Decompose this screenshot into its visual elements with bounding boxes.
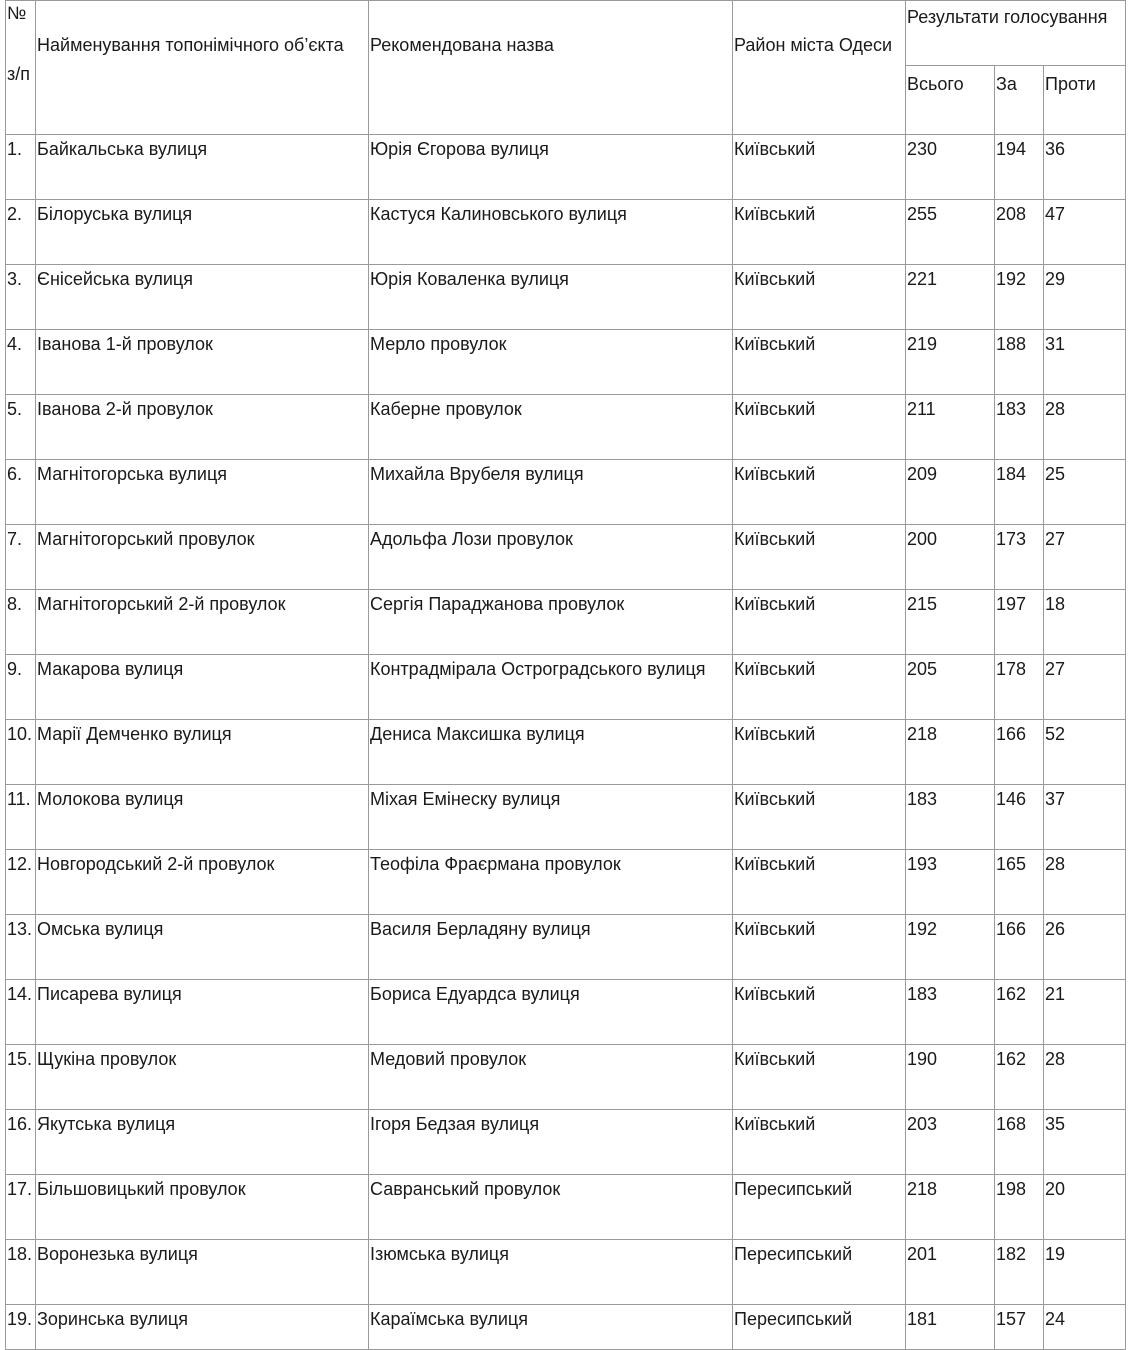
- col-header-for: За: [995, 66, 1044, 135]
- district-cell: Пересипський: [733, 1240, 906, 1305]
- votes-total-cell: 219: [906, 330, 995, 395]
- table-row: [6, 200, 1126, 265]
- recommended-name-cell: Адольфа Лози провулок: [369, 525, 733, 590]
- votes-for-cell: 173: [995, 525, 1044, 590]
- recommended-name-cell: Ігоря Бедзая вулиця: [369, 1110, 733, 1175]
- votes-against-cell: 29: [1044, 265, 1126, 330]
- district-cell: Київський: [733, 590, 906, 655]
- row-number-cell: 16.: [6, 1110, 36, 1175]
- old-name-cell: Магнітогорський 2-й провулок: [36, 590, 369, 655]
- row-number-cell: 10.: [6, 720, 36, 785]
- votes-against-cell: 21: [1044, 980, 1126, 1045]
- district-cell: Київський: [733, 265, 906, 330]
- col-header-number-line1: №: [7, 3, 27, 23]
- recommended-name-cell: Контрадмірала Остроградського вулиця: [369, 655, 733, 720]
- votes-against-cell: 28: [1044, 850, 1126, 915]
- votes-against-cell: 26: [1044, 915, 1126, 980]
- recommended-name-cell: Сергія Параджанова провулок: [369, 590, 733, 655]
- recommended-name-cell: Савранський провулок: [369, 1175, 733, 1240]
- table-row: [6, 785, 1126, 850]
- votes-for-cell: 192: [995, 265, 1044, 330]
- votes-against-cell: 25: [1044, 460, 1126, 525]
- table-row: [6, 1240, 1126, 1305]
- votes-against-cell: 37: [1044, 785, 1126, 850]
- table-row: [6, 720, 1126, 785]
- old-name-cell: Байкальська вулиця: [36, 135, 369, 200]
- row-number-cell: 12.: [6, 850, 36, 915]
- district-cell: Київський: [733, 915, 906, 980]
- district-cell: Пересипський: [733, 1175, 906, 1240]
- row-number-cell: 9.: [6, 655, 36, 720]
- votes-total-cell: 181: [906, 1305, 995, 1350]
- votes-total-cell: 201: [906, 1240, 995, 1305]
- votes-total-cell: 221: [906, 265, 995, 330]
- recommended-name-cell: Юрія Коваленка вулиця: [369, 265, 733, 330]
- old-name-cell: Магнітогорський провулок: [36, 525, 369, 590]
- old-name-cell: Якутська вулиця: [36, 1110, 369, 1175]
- votes-total-cell: 211: [906, 395, 995, 460]
- votes-for-cell: 183: [995, 395, 1044, 460]
- table-row: [6, 265, 1126, 330]
- votes-for-cell: 208: [995, 200, 1044, 265]
- votes-for-cell: 182: [995, 1240, 1044, 1305]
- old-name-cell: Зоринська вулиця: [36, 1305, 369, 1350]
- votes-for-cell: 168: [995, 1110, 1044, 1175]
- district-cell: Київський: [733, 980, 906, 1045]
- votes-against-cell: 28: [1044, 1045, 1126, 1110]
- votes-against-cell: 28: [1044, 395, 1126, 460]
- recommended-name-cell: Бориса Едуардса вулиця: [369, 980, 733, 1045]
- votes-total-cell: 218: [906, 1175, 995, 1240]
- old-name-cell: Макарова вулиця: [36, 655, 369, 720]
- table-row: [6, 525, 1126, 590]
- votes-against-cell: 27: [1044, 525, 1126, 590]
- votes-against-cell: 35: [1044, 1110, 1126, 1175]
- district-cell: Київський: [733, 720, 906, 785]
- district-cell: Київський: [733, 135, 906, 200]
- recommended-name-cell: Дениса Максишка вулиця: [369, 720, 733, 785]
- district-cell: Київський: [733, 655, 906, 720]
- col-header-recommended: Рекомендована назва: [369, 1, 733, 135]
- votes-total-cell: 183: [906, 980, 995, 1045]
- table-row: [6, 655, 1126, 720]
- votes-against-cell: 20: [1044, 1175, 1126, 1240]
- votes-total-cell: 193: [906, 850, 995, 915]
- district-cell: Київський: [733, 1110, 906, 1175]
- votes-for-cell: 194: [995, 135, 1044, 200]
- district-cell: Київський: [733, 1045, 906, 1110]
- votes-total-cell: 203: [906, 1110, 995, 1175]
- votes-for-cell: 197: [995, 590, 1044, 655]
- old-name-cell: Воронезька вулиця: [36, 1240, 369, 1305]
- recommended-name-cell: Ізюмська вулиця: [369, 1240, 733, 1305]
- table-row: [6, 590, 1126, 655]
- col-header-district: Район міста Одеси: [733, 1, 906, 135]
- row-number-cell: 4.: [6, 330, 36, 395]
- recommended-name-cell: Каберне провулок: [369, 395, 733, 460]
- recommended-name-cell: Мерло провулок: [369, 330, 733, 395]
- votes-against-cell: 36: [1044, 135, 1126, 200]
- old-name-cell: Іванова 1-й провулок: [36, 330, 369, 395]
- votes-total-cell: 190: [906, 1045, 995, 1110]
- votes-total-cell: 230: [906, 135, 995, 200]
- votes-total-cell: 218: [906, 720, 995, 785]
- recommended-name-cell: Міхая Емінеску вулиця: [369, 785, 733, 850]
- recommended-name-cell: Василя Берладяну вулиця: [369, 915, 733, 980]
- col-header-results: Результати голосування: [906, 1, 1126, 66]
- table-row: [6, 915, 1126, 980]
- district-cell: Київський: [733, 460, 906, 525]
- recommended-name-cell: Юрія Єгорова вулиця: [369, 135, 733, 200]
- votes-against-cell: 52: [1044, 720, 1126, 785]
- row-number-cell: 6.: [6, 460, 36, 525]
- col-header-number: [6, 1, 36, 135]
- row-number-cell: 15.: [6, 1045, 36, 1110]
- votes-total-cell: 255: [906, 200, 995, 265]
- table-row: [6, 1305, 1126, 1350]
- col-header-number-line2: з/п: [7, 64, 31, 84]
- votes-for-cell: 188: [995, 330, 1044, 395]
- header-row: [6, 1, 1126, 66]
- votes-for-cell: 198: [995, 1175, 1044, 1240]
- table-row: [6, 395, 1126, 460]
- row-number-cell: 7.: [6, 525, 36, 590]
- votes-for-cell: 162: [995, 980, 1044, 1045]
- votes-for-cell: 165: [995, 850, 1044, 915]
- votes-for-cell: 178: [995, 655, 1044, 720]
- old-name-cell: Молокова вулиця: [36, 785, 369, 850]
- votes-for-cell: 166: [995, 720, 1044, 785]
- votes-for-cell: 166: [995, 915, 1044, 980]
- district-cell: Київський: [733, 330, 906, 395]
- old-name-cell: Щукіна провулок: [36, 1045, 369, 1110]
- row-number-cell: 14.: [6, 980, 36, 1045]
- col-header-against: Проти: [1044, 66, 1126, 135]
- table-row: [6, 980, 1126, 1045]
- table-row: [6, 1175, 1126, 1240]
- table-row: [6, 330, 1126, 395]
- votes-for-cell: 146: [995, 785, 1044, 850]
- col-header-name: Найменування топонімічного об’єкта: [36, 1, 369, 135]
- district-cell: Київський: [733, 850, 906, 915]
- recommended-name-cell: Кастуся Калиновського вулиця: [369, 200, 733, 265]
- votes-total-cell: 215: [906, 590, 995, 655]
- votes-total-cell: 209: [906, 460, 995, 525]
- table-row: [6, 1045, 1126, 1110]
- recommended-name-cell: Медовий провулок: [369, 1045, 733, 1110]
- votes-against-cell: 18: [1044, 590, 1126, 655]
- old-name-cell: Омська вулиця: [36, 915, 369, 980]
- old-name-cell: Магнітогорська вулиця: [36, 460, 369, 525]
- votes-against-cell: 19: [1044, 1240, 1126, 1305]
- recommended-name-cell: Караїмська вулиця: [369, 1305, 733, 1350]
- row-number-cell: 2.: [6, 200, 36, 265]
- district-cell: Пересипський: [733, 1305, 906, 1350]
- row-number-cell: 11.: [6, 785, 36, 850]
- votes-for-cell: 162: [995, 1045, 1044, 1110]
- row-number-cell: 5.: [6, 395, 36, 460]
- row-number-cell: 13.: [6, 915, 36, 980]
- table-row: [6, 850, 1126, 915]
- votes-total-cell: 183: [906, 785, 995, 850]
- district-cell: Київський: [733, 525, 906, 590]
- votes-total-cell: 192: [906, 915, 995, 980]
- votes-against-cell: 31: [1044, 330, 1126, 395]
- old-name-cell: Єнісейська вулиця: [36, 265, 369, 330]
- recommended-name-cell: Теофіла Фраєрмана провулок: [369, 850, 733, 915]
- votes-total-cell: 205: [906, 655, 995, 720]
- row-number-cell: 3.: [6, 265, 36, 330]
- district-cell: Київський: [733, 395, 906, 460]
- old-name-cell: Новгородський 2-й провулок: [36, 850, 369, 915]
- document: [5, 0, 1126, 1350]
- old-name-cell: Білоруська вулиця: [36, 200, 369, 265]
- votes-for-cell: 184: [995, 460, 1044, 525]
- row-number-cell: 1.: [6, 135, 36, 200]
- col-header-total: Всього: [906, 66, 995, 135]
- old-name-cell: Більшовицький провулок: [36, 1175, 369, 1240]
- table-row: [6, 1110, 1126, 1175]
- district-cell: Київський: [733, 200, 906, 265]
- table-body: [6, 135, 1126, 1350]
- votes-for-cell: 157: [995, 1305, 1044, 1350]
- votes-against-cell: 27: [1044, 655, 1126, 720]
- old-name-cell: Марії Демченко вулиця: [36, 720, 369, 785]
- row-number-cell: 17.: [6, 1175, 36, 1240]
- recommended-name-cell: Михайла Врубеля вулиця: [369, 460, 733, 525]
- district-cell: Київський: [733, 785, 906, 850]
- table-row: [6, 135, 1126, 200]
- row-number-cell: 19.: [6, 1305, 36, 1350]
- old-name-cell: Іванова 2-й провулок: [36, 395, 369, 460]
- votes-total-cell: 200: [906, 525, 995, 590]
- renaming-table: [5, 0, 1126, 1350]
- votes-against-cell: 47: [1044, 200, 1126, 265]
- row-number-cell: 8.: [6, 590, 36, 655]
- votes-against-cell: 24: [1044, 1305, 1126, 1350]
- old-name-cell: Писарева вулиця: [36, 980, 369, 1045]
- row-number-cell: 18.: [6, 1240, 36, 1305]
- table-row: [6, 460, 1126, 525]
